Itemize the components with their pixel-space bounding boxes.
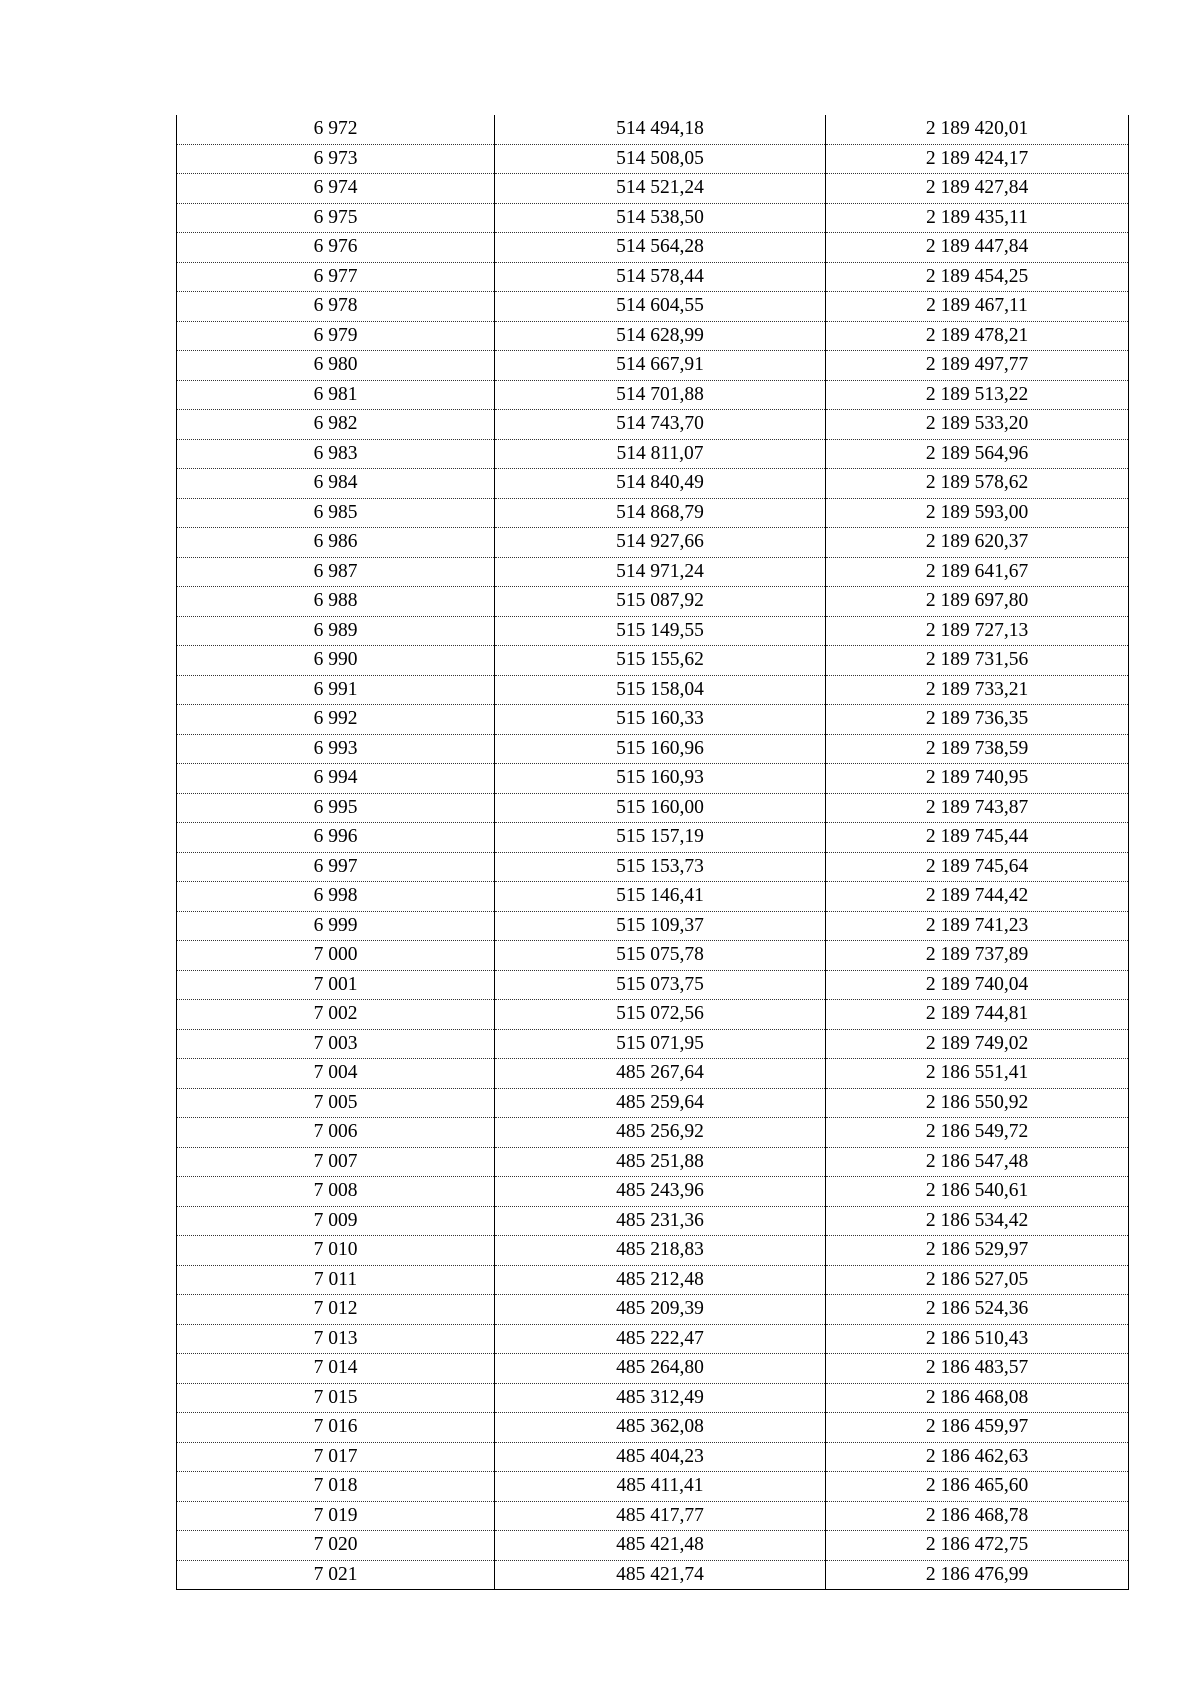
table-row xyxy=(177,380,1129,410)
point-number-cell: 7 003 xyxy=(177,1029,495,1059)
y-coordinate-cell: 2 189 741,23 xyxy=(826,911,1129,941)
x-coordinate-cell: 485 251,88 xyxy=(495,1147,826,1177)
table-row xyxy=(177,764,1129,794)
point-number-cell: 7 008 xyxy=(177,1177,495,1207)
point-number-cell: 7 000 xyxy=(177,941,495,971)
table-row xyxy=(177,734,1129,764)
y-coordinate-cell: 2 186 540,61 xyxy=(826,1177,1129,1207)
table-row xyxy=(177,1324,1129,1354)
x-coordinate-cell: 514 564,28 xyxy=(495,233,826,263)
y-coordinate-cell: 2 189 733,21 xyxy=(826,675,1129,705)
y-coordinate-cell: 2 189 731,56 xyxy=(826,646,1129,676)
table-row xyxy=(177,1000,1129,1030)
point-number-cell: 6 984 xyxy=(177,469,495,499)
y-coordinate-cell: 2 186 476,99 xyxy=(826,1560,1129,1590)
y-coordinate-cell: 2 189 593,00 xyxy=(826,498,1129,528)
x-coordinate-cell: 485 243,96 xyxy=(495,1177,826,1207)
point-number-cell: 6 976 xyxy=(177,233,495,263)
point-number-cell: 6 973 xyxy=(177,144,495,174)
x-coordinate-cell: 485 421,48 xyxy=(495,1531,826,1561)
point-number-cell: 7 001 xyxy=(177,970,495,1000)
table-row xyxy=(177,882,1129,912)
point-number-cell: 6 998 xyxy=(177,882,495,912)
x-coordinate-cell: 485 267,64 xyxy=(495,1059,826,1089)
y-coordinate-cell: 2 186 462,63 xyxy=(826,1442,1129,1472)
point-number-cell: 6 972 xyxy=(177,115,495,144)
point-number-cell: 6 991 xyxy=(177,675,495,705)
table-row xyxy=(177,1236,1129,1266)
table-row xyxy=(177,498,1129,528)
x-coordinate-cell: 485 264,80 xyxy=(495,1354,826,1384)
coordinates-table-body xyxy=(177,115,1129,1590)
point-number-cell: 7 019 xyxy=(177,1501,495,1531)
point-number-cell: 6 999 xyxy=(177,911,495,941)
y-coordinate-cell: 2 189 427,84 xyxy=(826,174,1129,204)
y-coordinate-cell: 2 189 424,17 xyxy=(826,144,1129,174)
x-coordinate-cell: 514 494,18 xyxy=(495,115,826,144)
x-coordinate-cell: 485 212,48 xyxy=(495,1265,826,1295)
table-row xyxy=(177,1501,1129,1531)
x-coordinate-cell: 485 209,39 xyxy=(495,1295,826,1325)
point-number-cell: 6 983 xyxy=(177,439,495,469)
y-coordinate-cell: 2 189 749,02 xyxy=(826,1029,1129,1059)
table-row xyxy=(177,941,1129,971)
table-row xyxy=(177,646,1129,676)
x-coordinate-cell: 515 109,37 xyxy=(495,911,826,941)
y-coordinate-cell: 2 189 454,25 xyxy=(826,262,1129,292)
point-number-cell: 6 978 xyxy=(177,292,495,322)
y-coordinate-cell: 2 186 534,42 xyxy=(826,1206,1129,1236)
point-number-cell: 7 020 xyxy=(177,1531,495,1561)
y-coordinate-cell: 2 186 468,78 xyxy=(826,1501,1129,1531)
table-row xyxy=(177,1029,1129,1059)
x-coordinate-cell: 514 538,50 xyxy=(495,203,826,233)
x-coordinate-cell: 514 811,07 xyxy=(495,439,826,469)
table-row xyxy=(177,1560,1129,1590)
y-coordinate-cell: 2 189 727,13 xyxy=(826,616,1129,646)
point-number-cell: 6 994 xyxy=(177,764,495,794)
table-row xyxy=(177,1295,1129,1325)
x-coordinate-cell: 485 259,64 xyxy=(495,1088,826,1118)
point-number-cell: 6 993 xyxy=(177,734,495,764)
point-number-cell: 7 007 xyxy=(177,1147,495,1177)
y-coordinate-cell: 2 189 478,21 xyxy=(826,321,1129,351)
coordinates-table xyxy=(176,115,1129,1590)
y-coordinate-cell: 2 189 467,11 xyxy=(826,292,1129,322)
x-coordinate-cell: 515 075,78 xyxy=(495,941,826,971)
point-number-cell: 7 017 xyxy=(177,1442,495,1472)
point-number-cell: 7 012 xyxy=(177,1295,495,1325)
x-coordinate-cell: 515 146,41 xyxy=(495,882,826,912)
y-coordinate-cell: 2 189 578,62 xyxy=(826,469,1129,499)
point-number-cell: 6 992 xyxy=(177,705,495,735)
point-number-cell: 7 013 xyxy=(177,1324,495,1354)
y-coordinate-cell: 2 189 744,81 xyxy=(826,1000,1129,1030)
x-coordinate-cell: 514 604,55 xyxy=(495,292,826,322)
x-coordinate-cell: 515 155,62 xyxy=(495,646,826,676)
x-coordinate-cell: 485 421,74 xyxy=(495,1560,826,1590)
x-coordinate-cell: 515 160,33 xyxy=(495,705,826,735)
table-row xyxy=(177,1354,1129,1384)
table-row xyxy=(177,823,1129,853)
table-row xyxy=(177,1472,1129,1502)
x-coordinate-cell: 514 667,91 xyxy=(495,351,826,381)
table-row xyxy=(177,410,1129,440)
point-number-cell: 7 004 xyxy=(177,1059,495,1089)
table-row xyxy=(177,144,1129,174)
y-coordinate-cell: 2 189 420,01 xyxy=(826,115,1129,144)
y-coordinate-cell: 2 186 465,60 xyxy=(826,1472,1129,1502)
y-coordinate-cell: 2 189 697,80 xyxy=(826,587,1129,617)
y-coordinate-cell: 2 189 497,77 xyxy=(826,351,1129,381)
table-row xyxy=(177,528,1129,558)
table-row xyxy=(177,793,1129,823)
table-row xyxy=(177,1118,1129,1148)
y-coordinate-cell: 2 189 641,67 xyxy=(826,557,1129,587)
y-coordinate-cell: 2 186 547,48 xyxy=(826,1147,1129,1177)
point-number-cell: 6 997 xyxy=(177,852,495,882)
point-number-cell: 7 006 xyxy=(177,1118,495,1148)
y-coordinate-cell: 2 189 447,84 xyxy=(826,233,1129,263)
point-number-cell: 7 018 xyxy=(177,1472,495,1502)
x-coordinate-cell: 514 578,44 xyxy=(495,262,826,292)
y-coordinate-cell: 2 186 459,97 xyxy=(826,1413,1129,1443)
x-coordinate-cell: 485 404,23 xyxy=(495,1442,826,1472)
y-coordinate-cell: 2 186 468,08 xyxy=(826,1383,1129,1413)
x-coordinate-cell: 515 158,04 xyxy=(495,675,826,705)
y-coordinate-cell: 2 186 483,57 xyxy=(826,1354,1129,1384)
x-coordinate-cell: 515 160,00 xyxy=(495,793,826,823)
point-number-cell: 7 016 xyxy=(177,1413,495,1443)
table-row xyxy=(177,852,1129,882)
x-coordinate-cell: 485 362,08 xyxy=(495,1413,826,1443)
y-coordinate-cell: 2 186 472,75 xyxy=(826,1531,1129,1561)
y-coordinate-cell: 2 186 527,05 xyxy=(826,1265,1129,1295)
table-row xyxy=(177,1442,1129,1472)
y-coordinate-cell: 2 189 744,42 xyxy=(826,882,1129,912)
point-number-cell: 6 974 xyxy=(177,174,495,204)
point-number-cell: 6 981 xyxy=(177,380,495,410)
table-row xyxy=(177,292,1129,322)
x-coordinate-cell: 515 149,55 xyxy=(495,616,826,646)
y-coordinate-cell: 2 186 524,36 xyxy=(826,1295,1129,1325)
table-row xyxy=(177,1147,1129,1177)
point-number-cell: 7 015 xyxy=(177,1383,495,1413)
x-coordinate-cell: 515 087,92 xyxy=(495,587,826,617)
x-coordinate-cell: 514 868,79 xyxy=(495,498,826,528)
table-row xyxy=(177,1177,1129,1207)
y-coordinate-cell: 2 189 740,04 xyxy=(826,970,1129,1000)
table-row xyxy=(177,203,1129,233)
x-coordinate-cell: 485 231,36 xyxy=(495,1206,826,1236)
x-coordinate-cell: 485 218,83 xyxy=(495,1236,826,1266)
x-coordinate-cell: 515 153,73 xyxy=(495,852,826,882)
y-coordinate-cell: 2 186 549,72 xyxy=(826,1118,1129,1148)
x-coordinate-cell: 514 840,49 xyxy=(495,469,826,499)
table-row xyxy=(177,911,1129,941)
x-coordinate-cell: 514 701,88 xyxy=(495,380,826,410)
point-number-cell: 6 988 xyxy=(177,587,495,617)
table-row xyxy=(177,233,1129,263)
point-number-cell: 6 987 xyxy=(177,557,495,587)
x-coordinate-cell: 515 073,75 xyxy=(495,970,826,1000)
x-coordinate-cell: 514 508,05 xyxy=(495,144,826,174)
x-coordinate-cell: 485 256,92 xyxy=(495,1118,826,1148)
y-coordinate-cell: 2 186 529,97 xyxy=(826,1236,1129,1266)
x-coordinate-cell: 515 071,95 xyxy=(495,1029,826,1059)
x-coordinate-cell: 515 160,93 xyxy=(495,764,826,794)
table-row xyxy=(177,1265,1129,1295)
x-coordinate-cell: 485 411,41 xyxy=(495,1472,826,1502)
x-coordinate-cell: 514 521,24 xyxy=(495,174,826,204)
point-number-cell: 6 990 xyxy=(177,646,495,676)
point-number-cell: 6 989 xyxy=(177,616,495,646)
x-coordinate-cell: 485 222,47 xyxy=(495,1324,826,1354)
point-number-cell: 7 011 xyxy=(177,1265,495,1295)
table-row xyxy=(177,1059,1129,1089)
table-row xyxy=(177,970,1129,1000)
point-number-cell: 6 985 xyxy=(177,498,495,528)
x-coordinate-cell: 485 417,77 xyxy=(495,1501,826,1531)
y-coordinate-cell: 2 189 435,11 xyxy=(826,203,1129,233)
table-row xyxy=(177,705,1129,735)
point-number-cell: 6 977 xyxy=(177,262,495,292)
table-row xyxy=(177,174,1129,204)
table-row xyxy=(177,321,1129,351)
table-row xyxy=(177,1413,1129,1443)
y-coordinate-cell: 2 189 737,89 xyxy=(826,941,1129,971)
point-number-cell: 6 975 xyxy=(177,203,495,233)
y-coordinate-cell: 2 189 740,95 xyxy=(826,764,1129,794)
y-coordinate-cell: 2 189 620,37 xyxy=(826,528,1129,558)
table-row xyxy=(177,587,1129,617)
point-number-cell: 6 996 xyxy=(177,823,495,853)
table-row xyxy=(177,557,1129,587)
y-coordinate-cell: 2 186 551,41 xyxy=(826,1059,1129,1089)
point-number-cell: 7 010 xyxy=(177,1236,495,1266)
point-number-cell: 7 009 xyxy=(177,1206,495,1236)
point-number-cell: 7 014 xyxy=(177,1354,495,1384)
y-coordinate-cell: 2 189 745,64 xyxy=(826,852,1129,882)
y-coordinate-cell: 2 189 533,20 xyxy=(826,410,1129,440)
table-row xyxy=(177,351,1129,381)
point-number-cell: 7 002 xyxy=(177,1000,495,1030)
x-coordinate-cell: 514 743,70 xyxy=(495,410,826,440)
table-row xyxy=(177,1088,1129,1118)
y-coordinate-cell: 2 189 736,35 xyxy=(826,705,1129,735)
y-coordinate-cell: 2 186 510,43 xyxy=(826,1324,1129,1354)
table-row xyxy=(177,439,1129,469)
x-coordinate-cell: 515 072,56 xyxy=(495,1000,826,1030)
table-row xyxy=(177,1383,1129,1413)
x-coordinate-cell: 514 971,24 xyxy=(495,557,826,587)
y-coordinate-cell: 2 189 738,59 xyxy=(826,734,1129,764)
point-number-cell: 6 986 xyxy=(177,528,495,558)
table-row xyxy=(177,616,1129,646)
point-number-cell: 7 005 xyxy=(177,1088,495,1118)
y-coordinate-cell: 2 189 743,87 xyxy=(826,793,1129,823)
y-coordinate-cell: 2 189 513,22 xyxy=(826,380,1129,410)
y-coordinate-cell: 2 189 745,44 xyxy=(826,823,1129,853)
x-coordinate-cell: 514 628,99 xyxy=(495,321,826,351)
y-coordinate-cell: 2 189 564,96 xyxy=(826,439,1129,469)
x-coordinate-cell: 515 157,19 xyxy=(495,823,826,853)
point-number-cell: 6 980 xyxy=(177,351,495,381)
point-number-cell: 6 995 xyxy=(177,793,495,823)
x-coordinate-cell: 485 312,49 xyxy=(495,1383,826,1413)
point-number-cell: 7 021 xyxy=(177,1560,495,1590)
point-number-cell: 6 979 xyxy=(177,321,495,351)
table-row xyxy=(177,262,1129,292)
point-number-cell: 6 982 xyxy=(177,410,495,440)
table-row xyxy=(177,675,1129,705)
table-row xyxy=(177,1531,1129,1561)
y-coordinate-cell: 2 186 550,92 xyxy=(826,1088,1129,1118)
table-row xyxy=(177,469,1129,499)
table-row xyxy=(177,1206,1129,1236)
x-coordinate-cell: 515 160,96 xyxy=(495,734,826,764)
x-coordinate-cell: 514 927,66 xyxy=(495,528,826,558)
table-row xyxy=(177,115,1129,144)
